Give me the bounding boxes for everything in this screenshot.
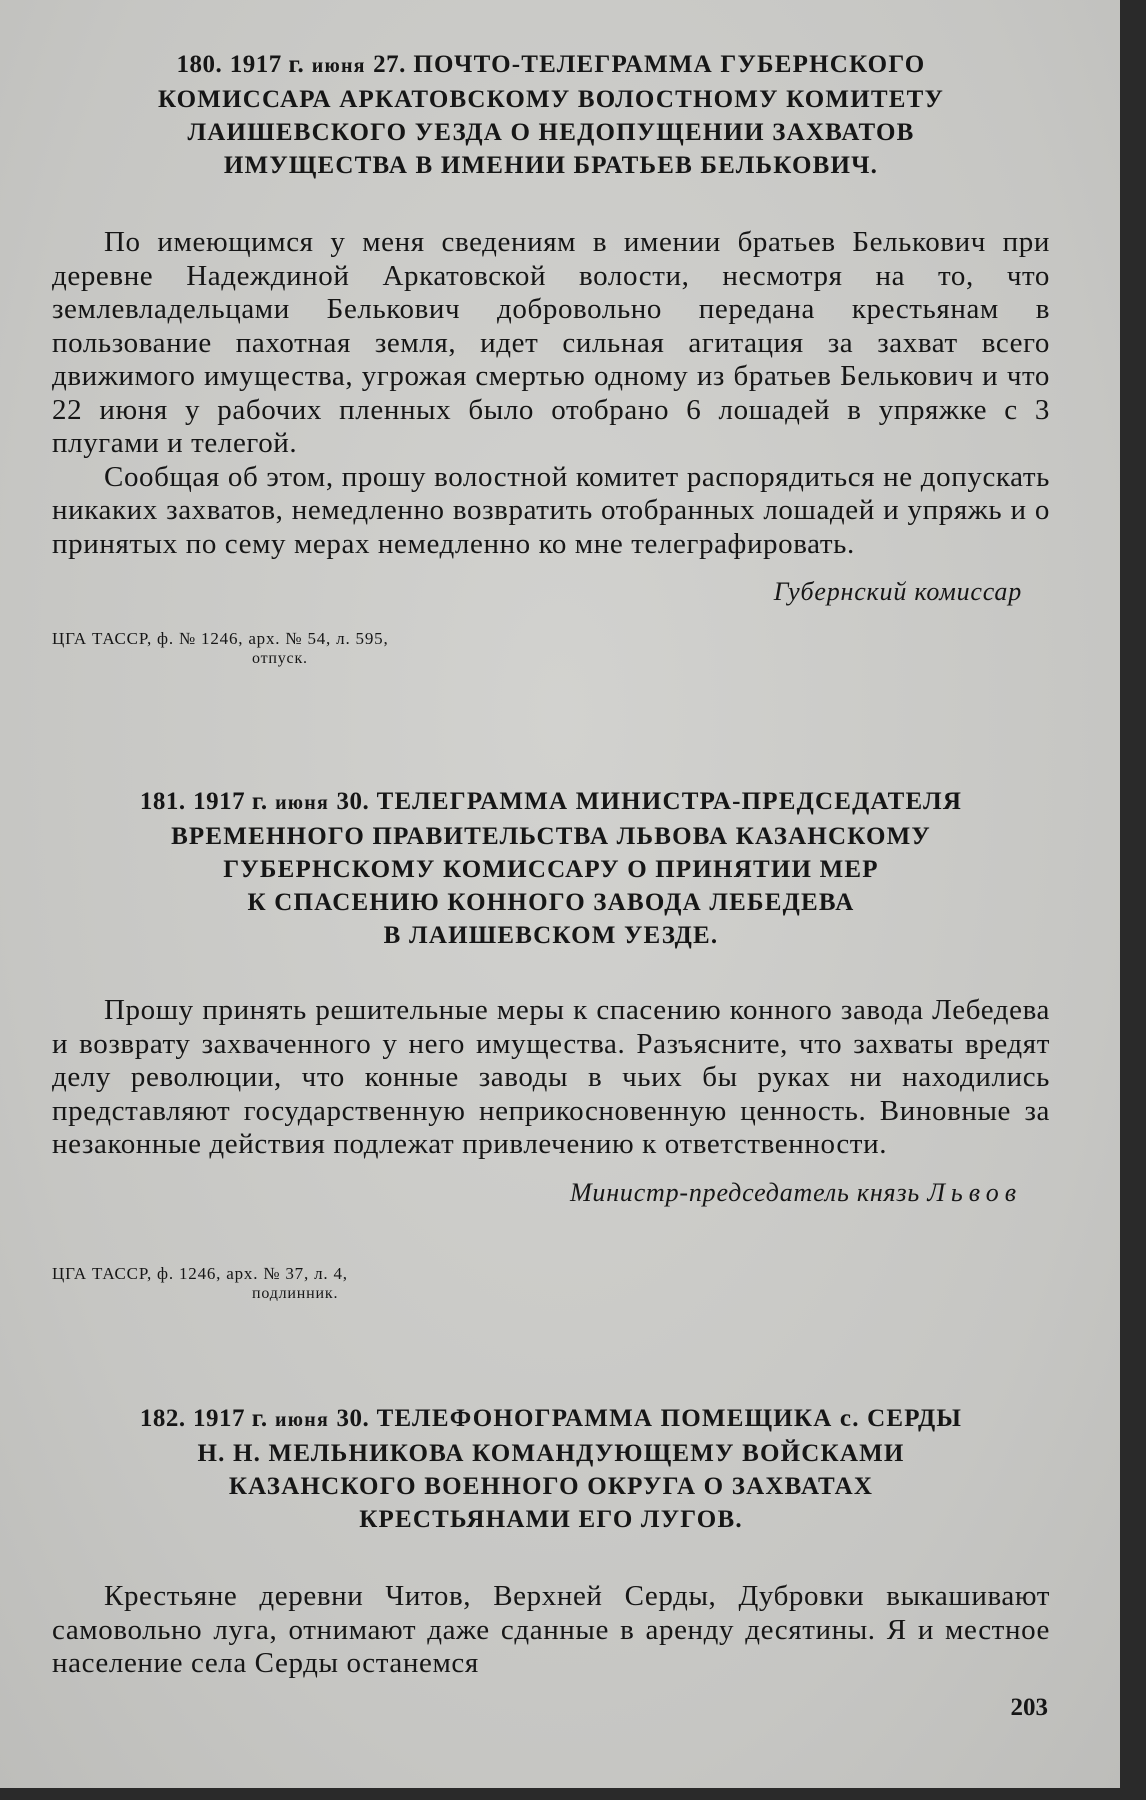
document-heading: [52, 785, 1050, 952]
title-line: ГУБЕРНСКОМУ КОМИССАРУ О ПРИНЯТИИ МЕР: [223, 856, 879, 883]
signature-title: Министр-председатель князь: [569, 1177, 921, 1207]
document-month: июня: [275, 792, 330, 814]
document-180: [52, 48, 1050, 669]
signature-name: Львов: [927, 1177, 1022, 1207]
title-line: КАЗАНСКОГО ВОЕННОГО ОКРУГА О ЗАХВАТАХ: [228, 1473, 874, 1500]
title-line: ЛАИШЕВСКОГО УЕЗДА О НЕДОПУЩЕНИИ ЗАХВАТОВ: [187, 119, 915, 146]
document-month: июня: [311, 55, 366, 77]
document-heading: [52, 48, 1050, 182]
document-month: июня: [275, 1409, 329, 1431]
archive-reference: [52, 629, 1050, 669]
title-line: В ЛАИШЕВСКОМ УЕЗДЕ.: [383, 922, 719, 949]
page-number: 203: [1010, 1694, 1048, 1721]
archive-reference-type: отпуск.: [252, 650, 308, 667]
body-paragraph: Прошу принять решительные меры к спасению конного завода Лебедева и возврату захваченного у него имущества. Разъясните, что захваты вредят делу революции, что конные заводы в чьих бы руках ни находились представляют государственную неприкосновенную ценность. Виновные за незаконные действия подлежат привлечению к ответственности.: [52, 994, 1050, 1160]
signature: [52, 1178, 1050, 1208]
title-line: КРЕСТЬЯНАМИ ЕГО ЛУГОВ.: [359, 1506, 743, 1533]
document-body: [52, 994, 1050, 1162]
body-paragraph: Крестьяне деревни Читов, Верхней Серды, Дубровки выкашивают самовольно луга, отнимают даже сданные в аренду десятины. Я и местное население села Серды останемся: [52, 1580, 1050, 1679]
title-first-line: ПОЧТО-ТЕЛЕГРАММА ГУБЕРНСКОГО: [413, 51, 926, 78]
archive-reference: [52, 1264, 1050, 1304]
title-line: ВРЕМЕННОГО ПРАВИТЕЛЬСТВА ЛЬВОВА КАЗАНСКОМУ: [171, 823, 931, 850]
title-line: Н. Н. МЕЛЬНИКОВА КОМАНДУЮЩЕМУ ВОЙСКАМИ: [197, 1440, 905, 1467]
title-first-line: ТЕЛЕГРАММА МИНИСТРА-ПРЕДСЕДАТЕЛЯ: [376, 788, 963, 815]
document-number: 182.: [139, 1405, 186, 1432]
body-paragraph: По имеющимся у меня сведениям в имении братьев Белькович при деревне Надеждиной Аркатовской волости, несмотря на то, что землевладельцами Белькович добровольно передана крестьянам в пользование пахотная земля, идет сильная агитация за захват всего движимого имущества, угрожая смертью одному из братьев Белькович и что 22 июня у рабочих пленных было отобрано 6 лошадей в упряжке с 3 плугами и телегой.: [52, 226, 1050, 459]
signature: [52, 577, 1050, 607]
document-body: [52, 226, 1050, 561]
document-body: [52, 1580, 1050, 1681]
title-line: ИМУЩЕСТВА В ИМЕНИИ БРАТЬЕВ БЕЛЬКОВИЧ.: [223, 152, 879, 179]
document-year: 1917 г.: [193, 1405, 268, 1432]
document-day: 30.: [336, 788, 370, 815]
document-number: 180.: [176, 51, 223, 78]
archive-reference-type: подлинник.: [252, 1284, 339, 1302]
archive-reference-line: ЦГА ТАССР, ф. № 1246, арх. № 54, л. 595,: [52, 629, 389, 648]
archive-reference-line: ЦГА ТАССР, ф. 1246, арх. № 37, л. 4,: [52, 1263, 348, 1283]
document-number: 181.: [139, 788, 186, 815]
title-line: КОМИССАРА АРКАТОВСКОМУ ВОЛОСТНОМУ КОМИТЕТУ: [157, 86, 945, 113]
title-line: К СПАСЕНИЮ КОННОГО ЗАВОДА ЛЕБЕДЕВА: [247, 889, 855, 916]
document-heading: [52, 1402, 1050, 1536]
document-year: 1917 г.: [193, 788, 268, 815]
document-year: 1917 г.: [229, 51, 305, 78]
title-first-line: ТЕЛЕФОНОГРАММА ПОМЕЩИКА с. СЕРДЫ: [376, 1405, 963, 1432]
document-181: [52, 785, 1050, 1304]
body-paragraph: Сообщая об этом, прошу волостной комитет распорядиться не допускать никаких захватов, немедленно возвратить отобранных лошадей и упряжь и о принятых по сему мерах немедленно ко мне телеграфировать.: [52, 460, 1050, 560]
document-day: 30.: [336, 1405, 370, 1432]
document-day: 27.: [373, 51, 406, 78]
document-182: [52, 1402, 1050, 1681]
signature-title: Губернский комиссар: [773, 577, 1022, 606]
